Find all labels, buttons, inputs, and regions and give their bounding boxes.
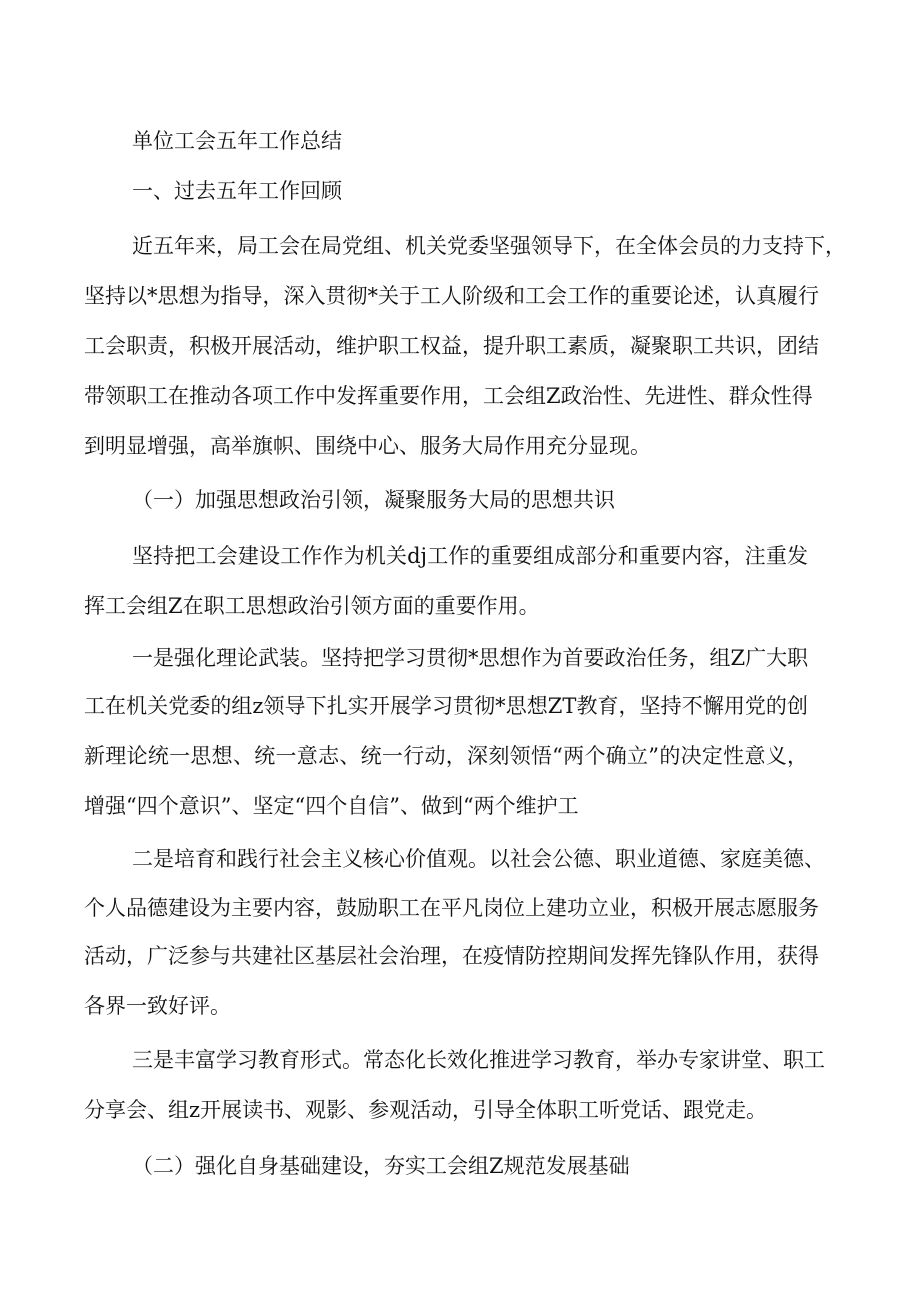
intro-line-1: 近五年来，局工会在局党组、机关党委坚强领导下，在全体会员的力支持下， <box>132 234 846 258</box>
intro-line-3: 工会职责，积极开展活动，维护职工权益，提升职工素质，凝聚职工共识，团结 <box>84 334 819 358</box>
intro-line-5: 到明显增强，高举旗帜、围绕中心、服务大局作用充分显现。 <box>84 434 651 458</box>
para2-line-1: 一是强化理论武装。坚持把学习贯彻*思想作为首要政治任务，组Z广大职 <box>132 646 809 670</box>
document-title: 单位工会五年工作总结 <box>132 129 342 153</box>
subheading-2: （二）强化自身基础建设，夯实工会组Z规范发展基础 <box>132 1154 630 1178</box>
section-heading-1: 一、过去五年工作回顾 <box>132 179 342 203</box>
para3-line-4: 各界一致好评。 <box>84 994 231 1018</box>
subheading-1: （一）加强思想政治引领，凝聚服务大局的思想共识 <box>132 488 615 512</box>
para1-line-1: 坚持把工会建设工作作为机关dj工作的重要组成部分和重要内容，注重发 <box>132 544 808 568</box>
para2-line-4: 增强“四个意识”、坚定“四个自信”、做到“两个维护工 <box>84 794 579 818</box>
para4-line-2: 分享会、组z开展读书、观影、参观活动，引导全体职工听党话、跟党走。 <box>84 1098 768 1122</box>
para2-line-3: 新理论统一思想、统一意志、统一行动，深刻领悟“两个确立”的决定性意义， <box>84 744 808 768</box>
para3-line-2: 个人品德建设为主要内容，鼓励职工在平凡岗位上建功立业，积极开展志愿服务 <box>84 896 819 920</box>
para2-line-2: 工在机关党委的组z领导下扎实开展学习贯彻*思想ZT教育，坚持不懈用党的创 <box>84 694 808 718</box>
para3-line-1: 二是培育和践行社会主义核心价值观。以社会公德、职业道德、家庭美德、 <box>132 847 825 871</box>
intro-line-4: 带领职工在推动各项工作中发挥重要作用，工会组Z政治性、先进性、群众性得 <box>84 384 813 408</box>
para1-line-2: 挥工会组Z在职工思想政治引领方面的重要作用。 <box>84 594 540 618</box>
intro-line-2: 坚持以*思想为指导，深入贯彻*关于工人阶级和工会工作的重要论述，认真履行 <box>84 284 819 308</box>
para4-line-1: 三是丰富学习教育形式。常态化长效化推进学习教育，举办专家讲堂、职工 <box>132 1048 825 1072</box>
para3-line-3: 活动，广泛参与共建社区基层社会治理，在疫情防控期间发挥先锋队作用，获得 <box>84 944 819 968</box>
